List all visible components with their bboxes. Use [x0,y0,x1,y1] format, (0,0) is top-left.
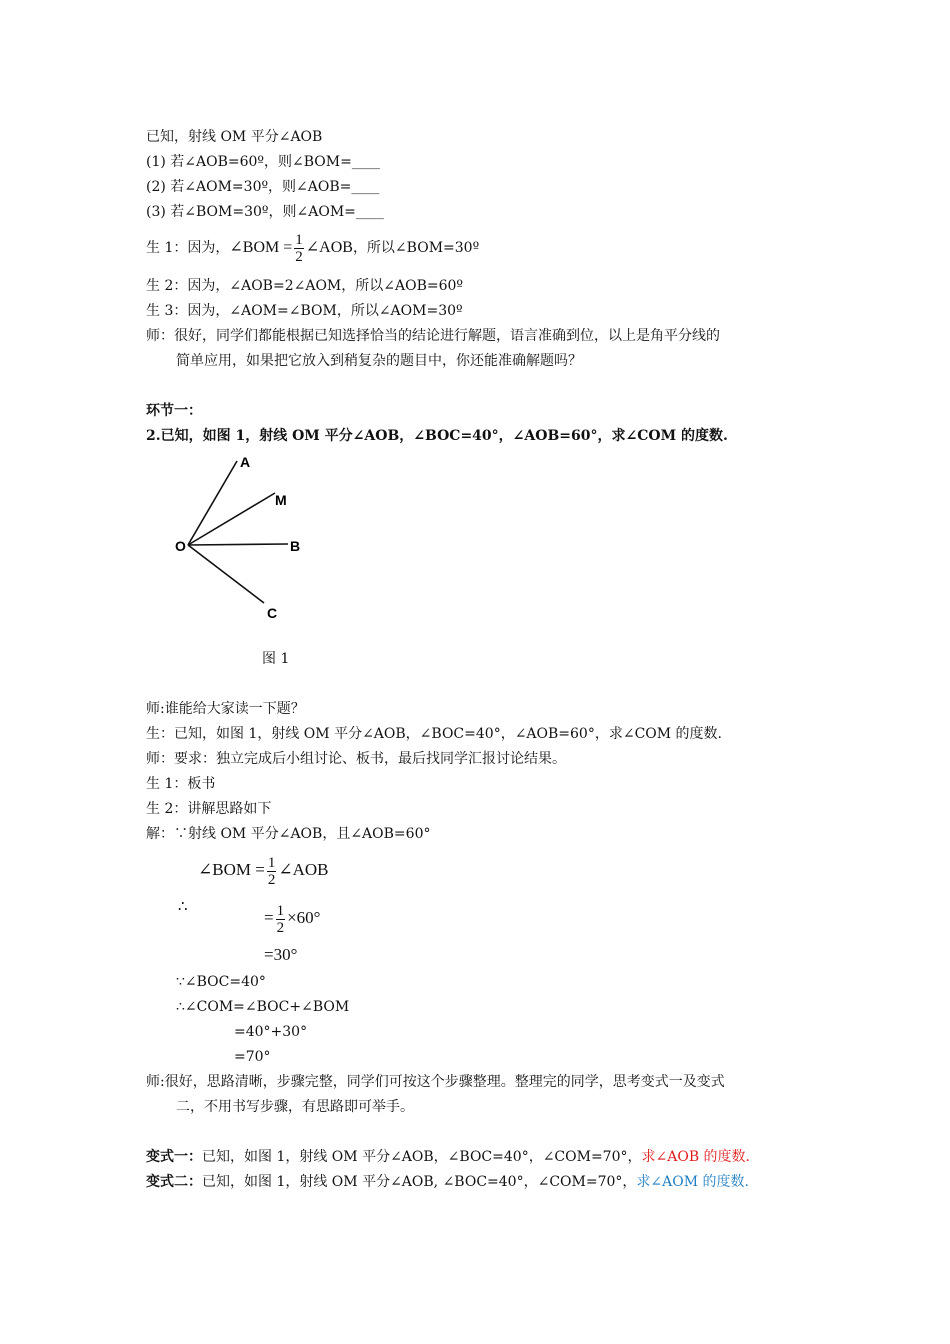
label-b: B [290,538,301,554]
question-3: (3) 若∠BOM=30º，则∠AOM=____ [146,204,384,220]
s1-lhs: ∠BOM = [229,239,293,256]
section-title: 环节一： [146,403,202,419]
question-2: (2) 若∠AOM=30º，则∠AOB=____ [146,179,380,195]
intro-given: 已知，射线 OM 平分∠AOB [146,129,323,145]
solution-line-1: 解：∵射线 OM 平分∠AOB，且∠AOB=60° [146,826,431,842]
solution-eq-2 [264,900,320,937]
teacher-comment-2: 师:很好，思路清晰，步骤完整，同学们可按这个步骤整理。整理完的同学，思考变式一及变式 [146,1074,725,1090]
s1-den: 2 [295,248,303,265]
ray-oa [188,461,237,545]
student-read: 生：已知，如图 1，射线 OM 平分∠AOB，∠BOC=40°，∠AOB=60°，求∠COM 的度数. [146,726,722,742]
s1-num: 1 [295,231,303,248]
eq2-fraction [276,903,286,936]
angle-figure [160,450,360,630]
label-a: A [240,454,251,470]
solution-eq-1 [198,852,328,889]
teacher-requirement: 师：要求：独立完成后小组讨论、板书，最后找同学汇报讨论结果。 [146,751,566,767]
student-1-answer [146,230,479,266]
s1-suffix: ，所以∠BOM=30º [352,240,480,256]
problem-2: 2.已知，如图 1，射线 OM 平分∠AOB，∠BOC=40°，∠AOB=60°，求∠COM 的度数. [146,428,728,444]
s1-fraction [294,232,304,265]
solution-eq-3: =30° [264,945,298,964]
eq2-num: 1 [276,902,285,919]
question-1: (1) 若∠AOB=60º，则∠BOM=____ [146,154,380,170]
eq2-rhs: ×60° [287,908,321,927]
eq1-fraction [267,855,277,888]
eq1-num: 1 [267,854,276,871]
eq1-rhs: ∠AOB [278,860,329,879]
variant-1 [146,1148,750,1166]
variant-1-label: 变式一： [146,1149,202,1165]
because-boc: ∵∠BOC=40° [176,974,266,990]
eq1-den: 2 [267,871,276,888]
variant-1-text: 已知，如图 1，射线 OM 平分∠AOB，∠BOC=40°，∠COM=70°， [202,1149,642,1165]
teacher-comment-2-cont: 二，不用书写步骤，有思路即可举手。 [176,1099,414,1115]
student-2-answer: 生 2：因为，∠AOB=2∠AOM，所以∠AOB=60º [146,278,463,294]
variant-2 [146,1173,749,1191]
student-1-board: 生 1：板书 [146,776,216,792]
eq2-den: 2 [276,919,285,936]
solution-sum: =40°+30° [234,1024,308,1040]
therefore-com: ∴∠COM=∠BOC+∠BOM [176,999,350,1015]
ray-ob [188,544,288,545]
variant-2-ask: 求∠AOM 的度数. [636,1174,749,1190]
s1-prefix: 生 1：因为， [146,240,230,256]
student-2-explain: 生 2：讲解思路如下 [146,801,272,817]
label-o: O [175,538,186,554]
label-c: C [267,605,278,621]
therefore-symbol: ∴ [178,897,188,915]
teacher-comment-1-cont: 简单应用，如果把它放入到稍复杂的题目中，你还能准确解题吗？ [176,353,582,369]
teacher-read: 师:谁能给大家读一下题？ [146,701,305,717]
eq2-prefix: = [264,908,274,927]
variant-2-label: 变式二： [146,1174,202,1190]
ray-oc [188,545,264,603]
label-m: M [275,492,287,508]
variant-1-ask: 求∠AOB 的度数. [641,1149,751,1165]
teacher-comment-1: 师：很好，同学们都能根据已知选择恰当的结论进行解题，语言准确到位，以上是角平分线的 [146,328,720,344]
eq1-lhs: ∠BOM = [198,860,265,879]
figure-caption: 图 1 [262,651,290,667]
variant-2-text: 已知，如图 1，射线 OM 平分∠AOB, ∠BOC=40°，∠COM=70°， [202,1174,637,1190]
s1-rhs: ∠AOB [305,239,353,256]
solution-result: =70° [234,1049,271,1065]
student-3-answer: 生 3：因为，∠AOM=∠BOM，所以∠AOM=30º [146,303,463,319]
ray-om [188,493,275,545]
